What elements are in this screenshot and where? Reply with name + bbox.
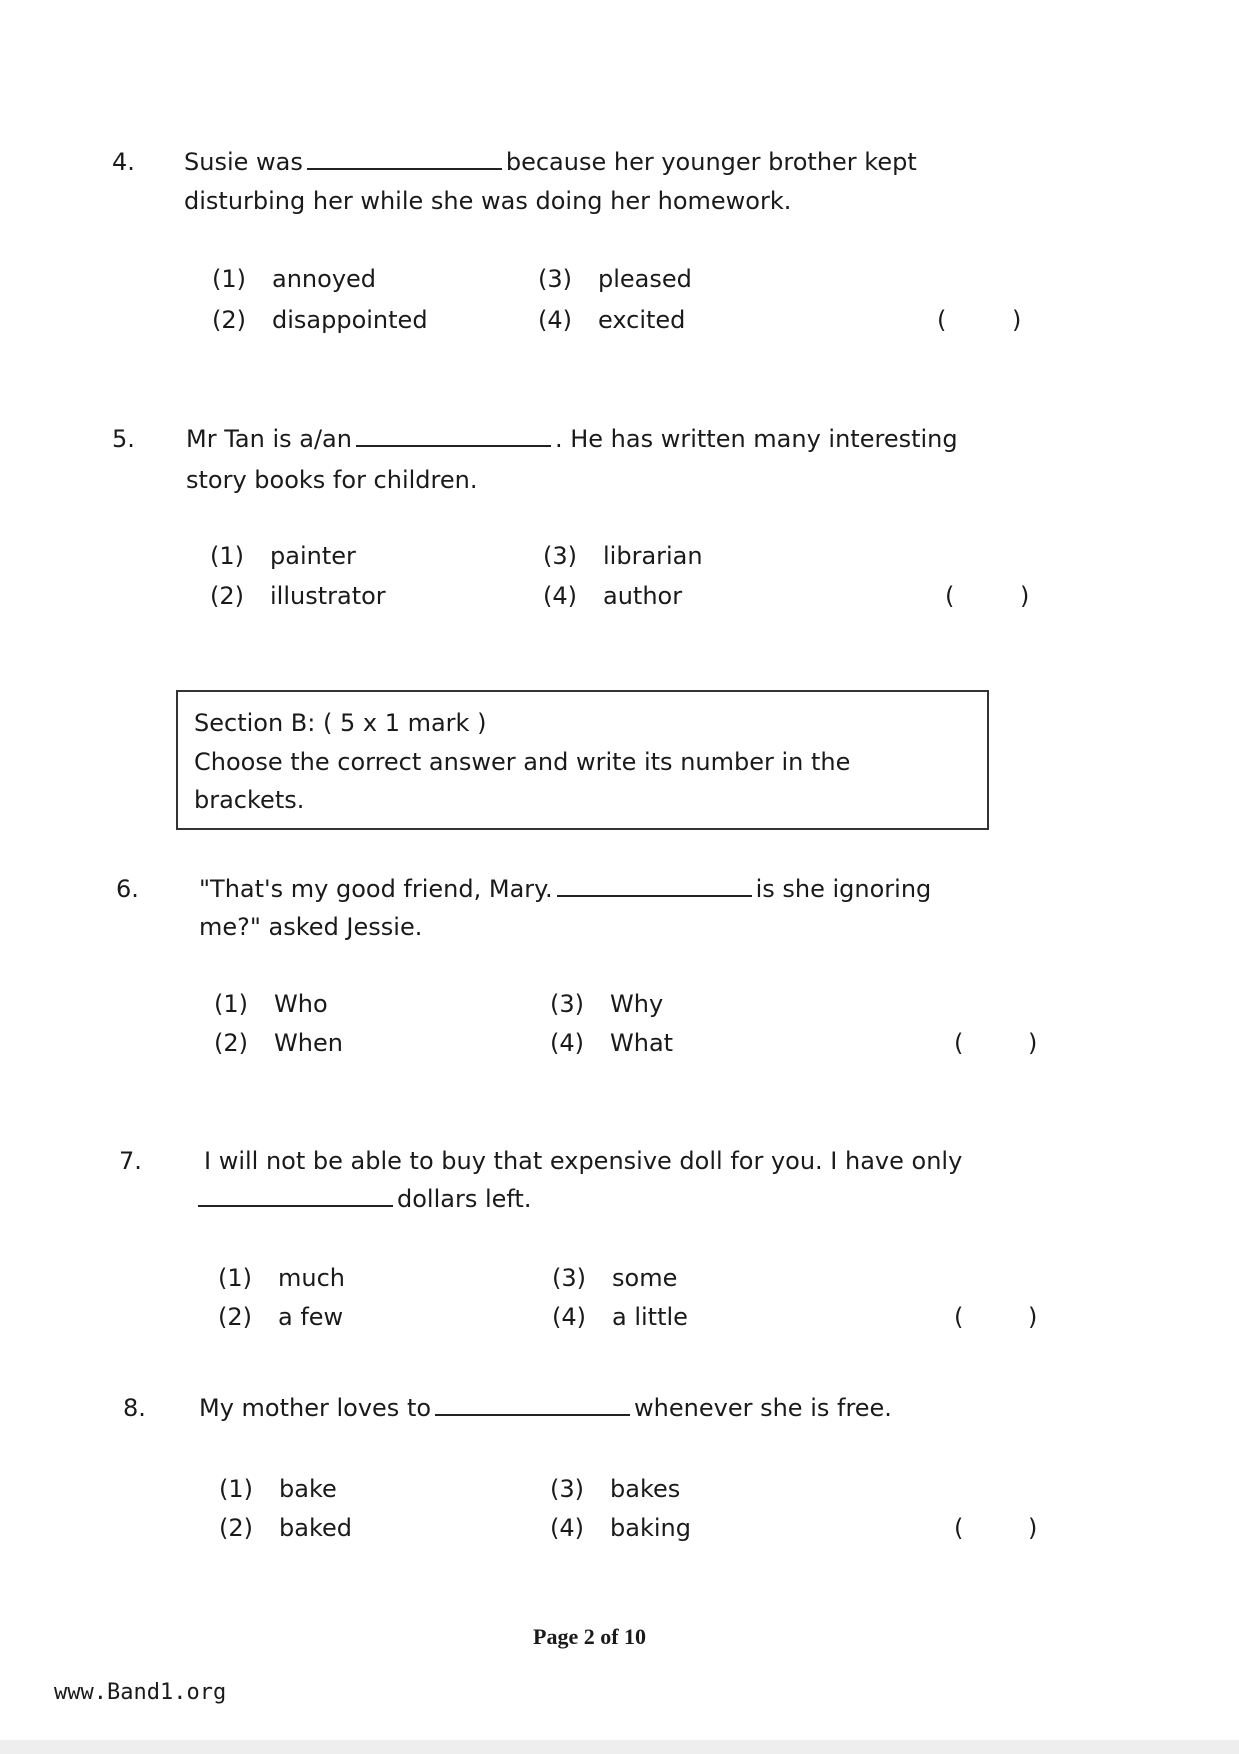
option-number: (3) xyxy=(538,265,572,293)
option-text: When xyxy=(274,1029,343,1057)
option-number: (1) xyxy=(219,1475,253,1503)
option-text: bakes xyxy=(610,1475,681,1503)
option-text: excited xyxy=(598,306,686,334)
option-text: a little xyxy=(612,1303,688,1331)
question-stem xyxy=(199,1393,892,1423)
option-number: (4) xyxy=(552,1303,586,1331)
stem-before: "That's my good friend, Mary. xyxy=(199,875,553,903)
option-number: (1) xyxy=(212,265,246,293)
option-text: a few xyxy=(278,1303,344,1331)
option-number: (4) xyxy=(550,1029,584,1057)
answer-blank xyxy=(356,425,551,447)
scan-edge xyxy=(0,1740,1239,1754)
question-stem-cont: me?" asked Jessie. xyxy=(199,913,423,941)
question-stem xyxy=(186,424,958,454)
option-text: pleased xyxy=(598,265,692,293)
question-number: 8. xyxy=(123,1394,146,1422)
section-b-instruction-cont: brackets. xyxy=(194,786,305,814)
option-number: (4) xyxy=(543,582,577,610)
question-number: 5. xyxy=(112,425,135,453)
section-b-box xyxy=(176,690,989,830)
question-stem-cont: story books for children. xyxy=(186,466,478,494)
option-text: much xyxy=(278,1264,345,1292)
option-number: (3) xyxy=(550,990,584,1018)
stem-before: My mother loves to xyxy=(199,1394,432,1422)
section-b-instruction: Choose the correct answer and write its number in the xyxy=(194,748,851,776)
answer-bracket-close: ) xyxy=(1012,306,1022,334)
option-text: baking xyxy=(610,1514,691,1542)
option-number: (4) xyxy=(550,1514,584,1542)
option-text: author xyxy=(603,582,683,610)
option-text: Who xyxy=(274,990,328,1018)
option-number: (1) xyxy=(218,1264,252,1292)
option-text: annoyed xyxy=(272,265,377,293)
option-number: (2) xyxy=(210,582,244,610)
option-text: baked xyxy=(279,1514,352,1542)
question-stem: I will not be able to buy that expensive doll for you. I have only xyxy=(204,1147,963,1175)
answer-blank xyxy=(435,1394,630,1416)
site-watermark: www.Band1.org xyxy=(54,1680,227,1705)
option-number: (2) xyxy=(212,306,246,334)
option-number: (3) xyxy=(550,1475,584,1503)
option-text: some xyxy=(612,1264,678,1292)
answer-bracket-open: ( xyxy=(954,1514,964,1542)
option-text: painter xyxy=(270,542,356,570)
answer-blank xyxy=(198,1185,393,1207)
stem-after: dollars left. xyxy=(397,1185,532,1213)
option-text: illustrator xyxy=(270,582,386,610)
option-text: What xyxy=(610,1029,674,1057)
option-number: (3) xyxy=(552,1264,586,1292)
stem-before: Mr Tan is a/an xyxy=(186,425,352,453)
option-number: (3) xyxy=(543,542,577,570)
option-text: Why xyxy=(610,990,664,1018)
question-stem-cont: disturbing her while she was doing her homework. xyxy=(184,187,792,215)
answer-bracket-open: ( xyxy=(937,306,947,334)
option-number: (2) xyxy=(218,1303,252,1331)
answer-blank xyxy=(557,875,752,897)
stem-after: because her younger brother kept xyxy=(505,148,917,176)
option-number: (1) xyxy=(210,542,244,570)
stem-after: is she ignoring xyxy=(755,875,932,903)
question-number: 6. xyxy=(116,875,139,903)
option-text: disappointed xyxy=(272,306,428,334)
option-number: (2) xyxy=(214,1029,248,1057)
stem-after: whenever she is free. xyxy=(634,1394,892,1422)
question-stem xyxy=(199,874,931,904)
page-number: Page 2 of 10 xyxy=(533,1624,647,1649)
answer-bracket-open: ( xyxy=(954,1029,964,1057)
answer-bracket-close: ) xyxy=(1020,582,1030,610)
question-stem xyxy=(184,147,917,177)
option-number: (1) xyxy=(214,990,248,1018)
stem-after: . He has written many interesting xyxy=(554,425,958,453)
answer-bracket-close: ) xyxy=(1028,1514,1038,1542)
stem-before: Susie was xyxy=(184,148,303,176)
question-number: 7. xyxy=(119,1147,142,1175)
question-stem-cont xyxy=(194,1184,531,1214)
option-text: bake xyxy=(279,1475,337,1503)
option-number: (2) xyxy=(219,1514,253,1542)
answer-bracket-open: ( xyxy=(954,1303,964,1331)
answer-bracket-close: ) xyxy=(1028,1029,1038,1057)
section-b-title: Section B: ( 5 x 1 mark ) xyxy=(194,709,487,737)
option-text: librarian xyxy=(603,542,703,570)
answer-bracket-open: ( xyxy=(945,582,955,610)
option-number: (4) xyxy=(538,306,572,334)
question-number: 4. xyxy=(112,148,135,176)
answer-bracket-close: ) xyxy=(1028,1303,1038,1331)
answer-blank xyxy=(307,148,502,170)
